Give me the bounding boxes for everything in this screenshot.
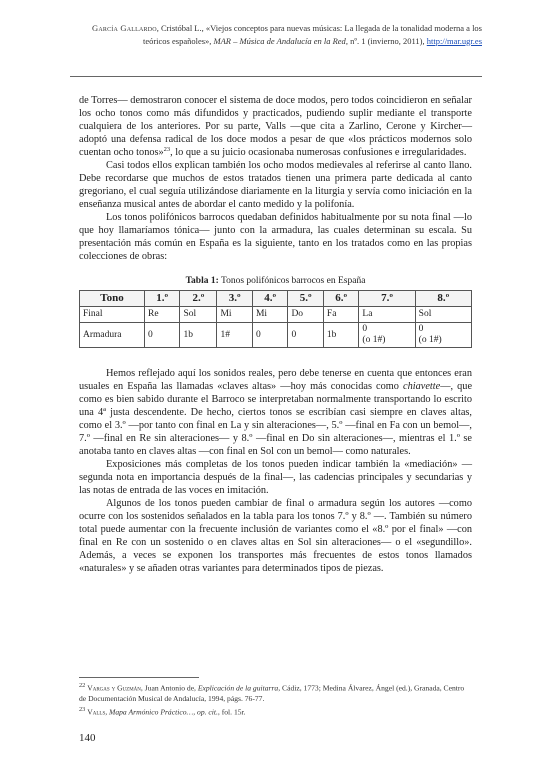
- table-caption-label: Tabla 1:: [185, 276, 219, 286]
- header-cell: 7.º: [359, 291, 415, 307]
- paragraph-1-text-a: de Torres— demostraron conocer el sistema de doce modos, pero todos coincidieron en señalar los ocho tonos como más difundidos y practicados, pudiendo suplir mediante el transporte cualquiera de los anteriores. Por su parte, Valls —que cita a Zarlino, Cerone y Kircher— adoptó una defensa radical de los doce modos a pesar de que «los prácticos modernos solo cuentan ocho tonos»: [79, 95, 472, 158]
- table-header-row: [80, 291, 472, 307]
- footnote-title: Explicación de la guitarra: [197, 683, 279, 693]
- footnote-text: , Juan Antonio de,: [140, 683, 198, 693]
- header-journal: MAR – Música de Andalucía en la Red: [213, 35, 346, 46]
- footnote-author: Vargas y Guzmán: [87, 683, 141, 693]
- footnote-text: , fol. 15r.: [217, 707, 246, 717]
- header-cell: 3.º: [217, 291, 252, 307]
- armadura-value: 0: [362, 324, 368, 334]
- running-header: [70, 22, 482, 47]
- table-cell: Sol: [415, 307, 471, 323]
- header-cell: 6.º: [323, 291, 358, 307]
- header-citation: , Cristóbal L., «Viejos conceptos para nuevas músicas: La llegada de la tonalidad moderna a los teóricos españoles»,: [142, 23, 482, 46]
- footnote-23: [79, 705, 472, 718]
- paragraph-6: Algunos de los tonos pueden cambiar de final o armadura según los autores —como ocurre con los sostenidos señalados en la tabla para los tonos 7.º y 8.º —. También su número total puede aumentar con la frecuente inclusión de variantes como el «8.º por el final» —con final en Re con un sostenido o en claves altas en Sol sin alteraciones— o el «segundillo». Además, a veces se exponen los transportes más frecuentes de estos tonos llamados «naturales» y se añaden otras variantes para determinados tipos de piezas.: [79, 498, 472, 574]
- paragraph-1-text-b: , lo que a su juicio ocasionaba numerosas confusiones e irregularidades.: [170, 147, 467, 158]
- table-cell: 0: [288, 323, 323, 348]
- main-text: [79, 94, 472, 575]
- armadura-alt-value: (o 1#): [418, 335, 442, 345]
- header-cell: 8.º: [415, 291, 471, 307]
- footnote-ref-23[interactable]: 23: [163, 146, 171, 153]
- paragraph-4-text-a: Hemos reflejado aquí los sonidos reales, pero debe tenerse en cuenta que entonces eran usuales en España las llamadas «claves altas» —hoy más conocidas como: [79, 368, 472, 392]
- header-issue: , nº. 1 (invierno, 2011),: [345, 35, 427, 46]
- header-cell: 1.º: [145, 291, 180, 307]
- header-cell: 5.º: [288, 291, 323, 307]
- paragraph-5: Exposiciones más completas de los tonos pueden indicar también la «mediación» —segunda nota en importancia después de la final—, las cadencias principales y secundarias y las notas de entrada de las voces en imitación.: [79, 459, 472, 496]
- header-cell: 4.º: [252, 291, 287, 307]
- table-cell: Final: [80, 307, 145, 323]
- table-caption: [79, 275, 472, 288]
- table-cell: La: [359, 307, 415, 323]
- tonos-table: [79, 290, 472, 348]
- table-cell: 1b: [323, 323, 358, 348]
- table-cell: 0: [252, 323, 287, 348]
- table-cell: Mi: [252, 307, 287, 323]
- table-cell: Fa: [323, 307, 358, 323]
- table-caption-text: Tonos polifónicos barrocos en España: [218, 276, 366, 286]
- header-divider: [70, 76, 482, 77]
- paragraph-1: [79, 94, 472, 159]
- table-row-armadura: [80, 323, 472, 348]
- table-cell: 1b: [180, 323, 217, 348]
- page-number: 140: [79, 732, 96, 744]
- footnote-divider: [79, 677, 199, 678]
- footnote-22: [79, 681, 472, 705]
- header-cell: Tono: [80, 291, 145, 307]
- paragraph-2: Casi todos ellos explican también los ocho modos medievales al referirse al canto llano. Debe recordarse que muchos de estos tratados tienen una primera parte dedicada al canto gregoriano, el cual seguía utilizándose diariamente en la liturgia y servía como iniciación en la enseñanza musical antes de abordar el canto medido y la polifonía.: [79, 160, 472, 210]
- footnote-text: ,: [105, 707, 110, 717]
- table-cell: 0: [145, 323, 180, 348]
- header-cell: 2.º: [180, 291, 217, 307]
- footnotes: [79, 681, 472, 718]
- table-cell: Do: [288, 307, 323, 323]
- table-cell: Sol: [180, 307, 217, 323]
- footnote-number: 23: [79, 705, 86, 713]
- footnote-title: Mapa Armónico Práctico…, op. cit.: [109, 707, 218, 717]
- paragraph-3: Los tonos polifónicos barrocos quedaban definidos habitualmente por su nota final —lo que hoy llamaríamos tónica— junto con la armadura, las cuales determinan su escala. Su presentación más común en España es la siguiente, tanto en los tratados como en las propias colecciones de obras:: [79, 212, 472, 262]
- journal-link[interactable]: http://mar.ugr.es: [426, 35, 482, 46]
- table-cell: Mi: [217, 307, 252, 323]
- paragraph-4-text-b: —, que como es bien sabido durante el Barroco se interpretaban normalmente transportando lo escrito una 4ª justa descendente. De hecho, ciertos tonos se escribían casi siempre en claves altas, como el 3.º —por tanto con final en La y sin alteraciones—, 5.º —final en Fa con un bemol—, 7.º —final en Re sin alteraciones— y 8.º —final en Do sin alteraciones—, mientras el 1.º se anotaba tanto en claves altas —con final en Sol con un bemol— como naturales.: [79, 381, 473, 457]
- table-row-final: [80, 307, 472, 323]
- footnote-text: , Cádiz, 1773; Medina Álvarez, Ángel (ed.), Granada, Centro de Documentación Musical de Andalucía, 1994, págs. 76-77.: [79, 683, 465, 704]
- table-cell: [359, 323, 415, 348]
- table-cell: 1#: [217, 323, 252, 348]
- paragraph-4-italic: chiavette: [403, 381, 441, 392]
- table-cell: [415, 323, 471, 348]
- footnote-author: Valls: [87, 707, 106, 717]
- paragraph-4: [79, 367, 472, 458]
- table-cell: Re: [145, 307, 180, 323]
- armadura-value: 0: [418, 324, 424, 334]
- footnote-number: 22: [79, 682, 86, 689]
- armadura-alt-value: (o 1#): [362, 335, 386, 345]
- header-author: García Gallardo: [92, 23, 157, 33]
- table-cell: Armadura: [80, 323, 145, 348]
